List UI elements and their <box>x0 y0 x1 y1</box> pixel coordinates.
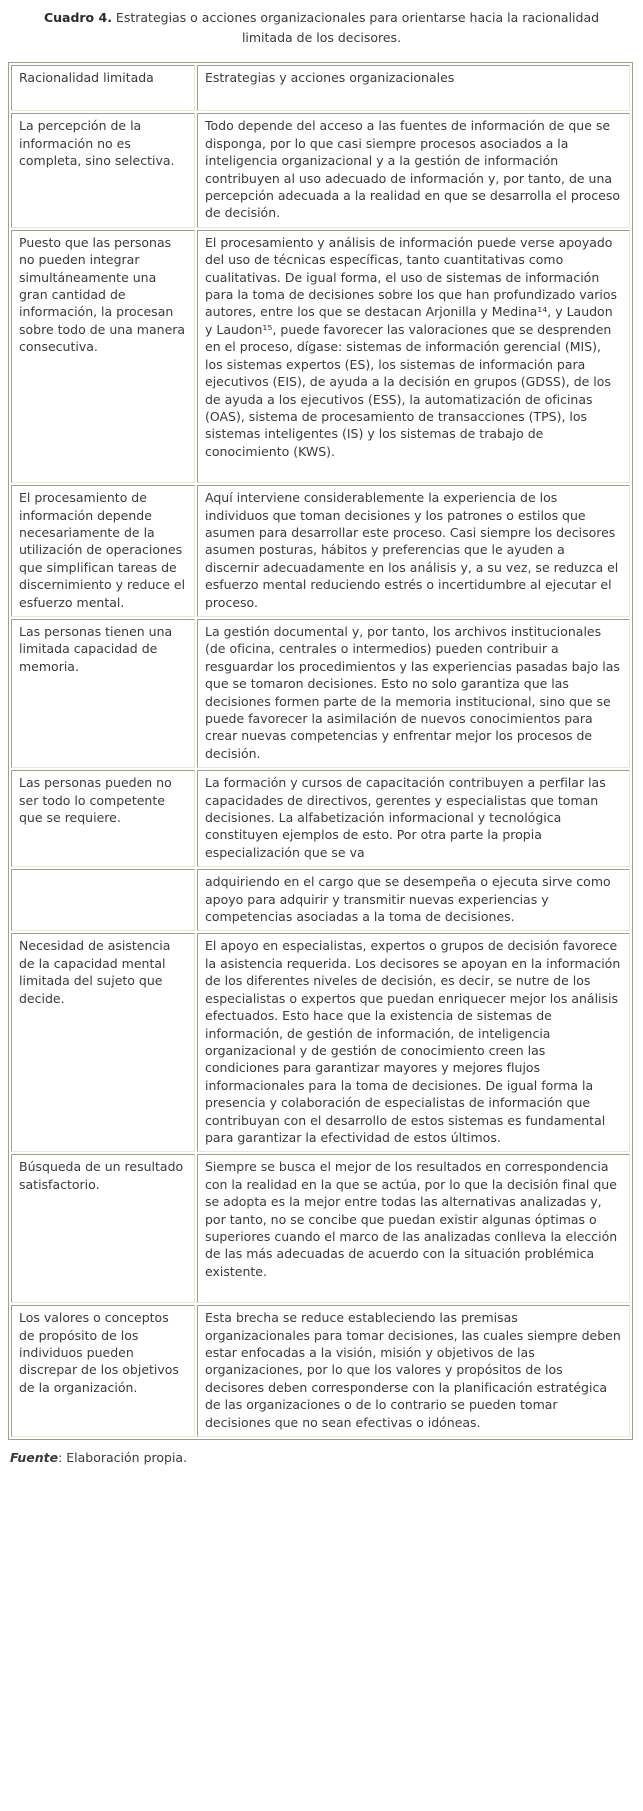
strategy-cell: El procesamiento y análisis de información puede verse apoyado del uso de técnicas específicas, tanto cuantitativas como cualitativas. De igual forma, el uso de sistemas de información para la toma de decisiones sobre los que han profundizado varios autores, entre los que se destacan Arjonilla y Medina¹⁴, y Laudon y Laudon¹⁵, puede favorecer las valoraciones que se desprenden en el proceso, dígase: sistemas de información gerencial (MIS), los sistemas expertos (ES), los sistemas de información para ejecutivos (EIS), de ayuda a la decisión en grupos (GDSS), de los de ayuda a los ejecutivos (ESS), la automatización de oficinas (OAS), sistema de procesamiento de transacciones (TPS), los sistemas inteligentes (IS) y los sistemas de trabajo de conocimiento (KWS). <box>197 230 630 483</box>
limitation-cell: Búsqueda de un resultado satisfactorio. <box>11 1154 195 1303</box>
strategy-cell: La gestión documental y, por tanto, los archivos institucionales (de oficina, centrales o intermedios) pueden contribuir a resguardar los procedimientos y las experiencias pasadas bajo las que se tomaron decisiones. Esto no solo garantiza que las decisiones formen parte de la memoria institucional, sino que se puede favorecer la asimilación de nuevos conocimientos para crear nuevas competencias y enfrentar mejor los procesos de decisión. <box>197 619 630 768</box>
strategy-cell: Todo depende del acceso a las fuentes de información de que se disponga, por lo que casi siempre procesos asociados a la inteligencia organizacional y a la gestión de información contribuyen al uso adecuado de información y, por tanto, de una percepción adecuada a la realidad en que se desarrolla el proceso de decisión. <box>197 113 630 227</box>
limitation-cell: Las personas pueden no ser todo lo competente que se requiere. <box>11 770 195 867</box>
strategy-cell: Esta brecha se reduce estableciendo las premisas organizacionales para tomar decisiones, las cuales siempre deben estar enfocadas a la visión, misión y objetivos de las organizaciones, por lo que los valores y propósitos de los decisores deben corresponderse con la planificación estratégica de las organizaciones o de lo contrario se pueden tomar decisiones que no sean efectivas o idóneas. <box>197 1305 630 1437</box>
strategy-cell: El apoyo en especialistas, expertos o grupos de decisión favorece la asistencia requerida. Los decisores se apoyan en la información de los diferentes niveles de decisión, es decir, se nutre de los especialistas o expertos que puedan enriquecer mejor los análisis efectuados. Esto hace que la existencia de sistemas de información, de gestión de información, de inteligencia organizacional y de gestión de conocimiento creen las condiciones para garantizar mayores y mejores flujos informacionales para la toma de decisiones. De igual forma la presencia y colaboración de especialistas de información que contribuyan con el desarrollo de estos sistemas es fundamental para garantizar la efectividad de estos últimos. <box>197 933 630 1152</box>
limitation-cell: La percepción de la información no es completa, sino selectiva. <box>11 113 195 227</box>
table-row <box>11 113 630 227</box>
limitation-cell: Las personas tienen una limitada capacidad de memoria. <box>11 619 195 768</box>
limited-rationality-table <box>8 62 633 1440</box>
limitation-cell: Los valores o conceptos de propósito de los individuos pueden discrepar de los objetivos de la organización. <box>11 1305 195 1437</box>
limitation-cell: Necesidad de asistencia de la capacidad mental limitada del sujeto que decide. <box>11 933 195 1152</box>
table-row <box>11 1154 630 1303</box>
limitation-cell: El procesamiento de información depende necesariamente de la utilización de operaciones que simplifican tareas de discernimiento y reduce el esfuerzo mental. <box>11 485 195 617</box>
header-row <box>11 65 630 111</box>
strategy-cell: adquiriendo en el cargo que se desempeña o ejecuta sirve como apoyo para adquirir y transmitir nuevas experiencias y competencias asociadas a la toma de decisiones. <box>197 869 630 931</box>
table-row-continuation <box>11 869 630 931</box>
limitation-cell-empty <box>11 869 195 931</box>
table-row <box>11 770 630 867</box>
strategy-cell: Siempre se busca el mejor de los resultados en correspondencia con la realidad en la que se actúa, por lo que la decisión final que se adopta es la mejor entre todas las alternativas analizadas y, por tanto, no se concibe que puedan existir algunas óptimas o superiores cuando el marco de las analizadas conlleva la elección de las más adecuadas de acuerdo con la situación problémica existente. <box>197 1154 630 1303</box>
header-cell-limitation: Racionalidad limitada <box>11 65 195 111</box>
table-row <box>11 619 630 768</box>
source-note <box>10 1449 635 1466</box>
table-row <box>11 485 630 617</box>
strategy-cell: La formación y cursos de capacitación contribuyen a perfilar las capacidades de directivos, gerentes y especialistas que toman decisiones. La alfabetización informacional y tecnológica constituyen ejemplos de esto. Por otra parte la propia especialización que se va <box>197 770 630 867</box>
header-cell-strategies: Estrategias y acciones organizacionales <box>197 65 630 111</box>
table-row <box>11 1305 630 1437</box>
caption-label: Cuadro 4. <box>43 10 112 25</box>
table-row <box>11 933 630 1152</box>
caption-text: Estrategias o acciones organizacionales para orientarse hacia la racionalidad limitada de los decisores. <box>111 10 600 45</box>
strategy-cell: Aquí interviene considerablemente la experiencia de los individuos que toman decisiones y los patrones o estilos que asumen para desarrollar este proceso. Casi siempre los decisores asumen posturas, hábitos y preferencias que le ayuden a discernir adecuadamente en los análisis y, a su vez, se reduzca el esfuerzo mental reduciendo estrés o incertidumbre al ejecutar el proceso. <box>197 485 630 617</box>
table-row <box>11 230 630 483</box>
limitation-cell: Puesto que las personas no pueden integrar simultáneamente una gran cantidad de información, la procesan sobre todo de una manera consecutiva. <box>11 230 195 483</box>
table-caption <box>38 8 605 47</box>
source-label: Fuente <box>10 1450 59 1466</box>
source-text: : Elaboración propia. <box>58 1450 188 1466</box>
